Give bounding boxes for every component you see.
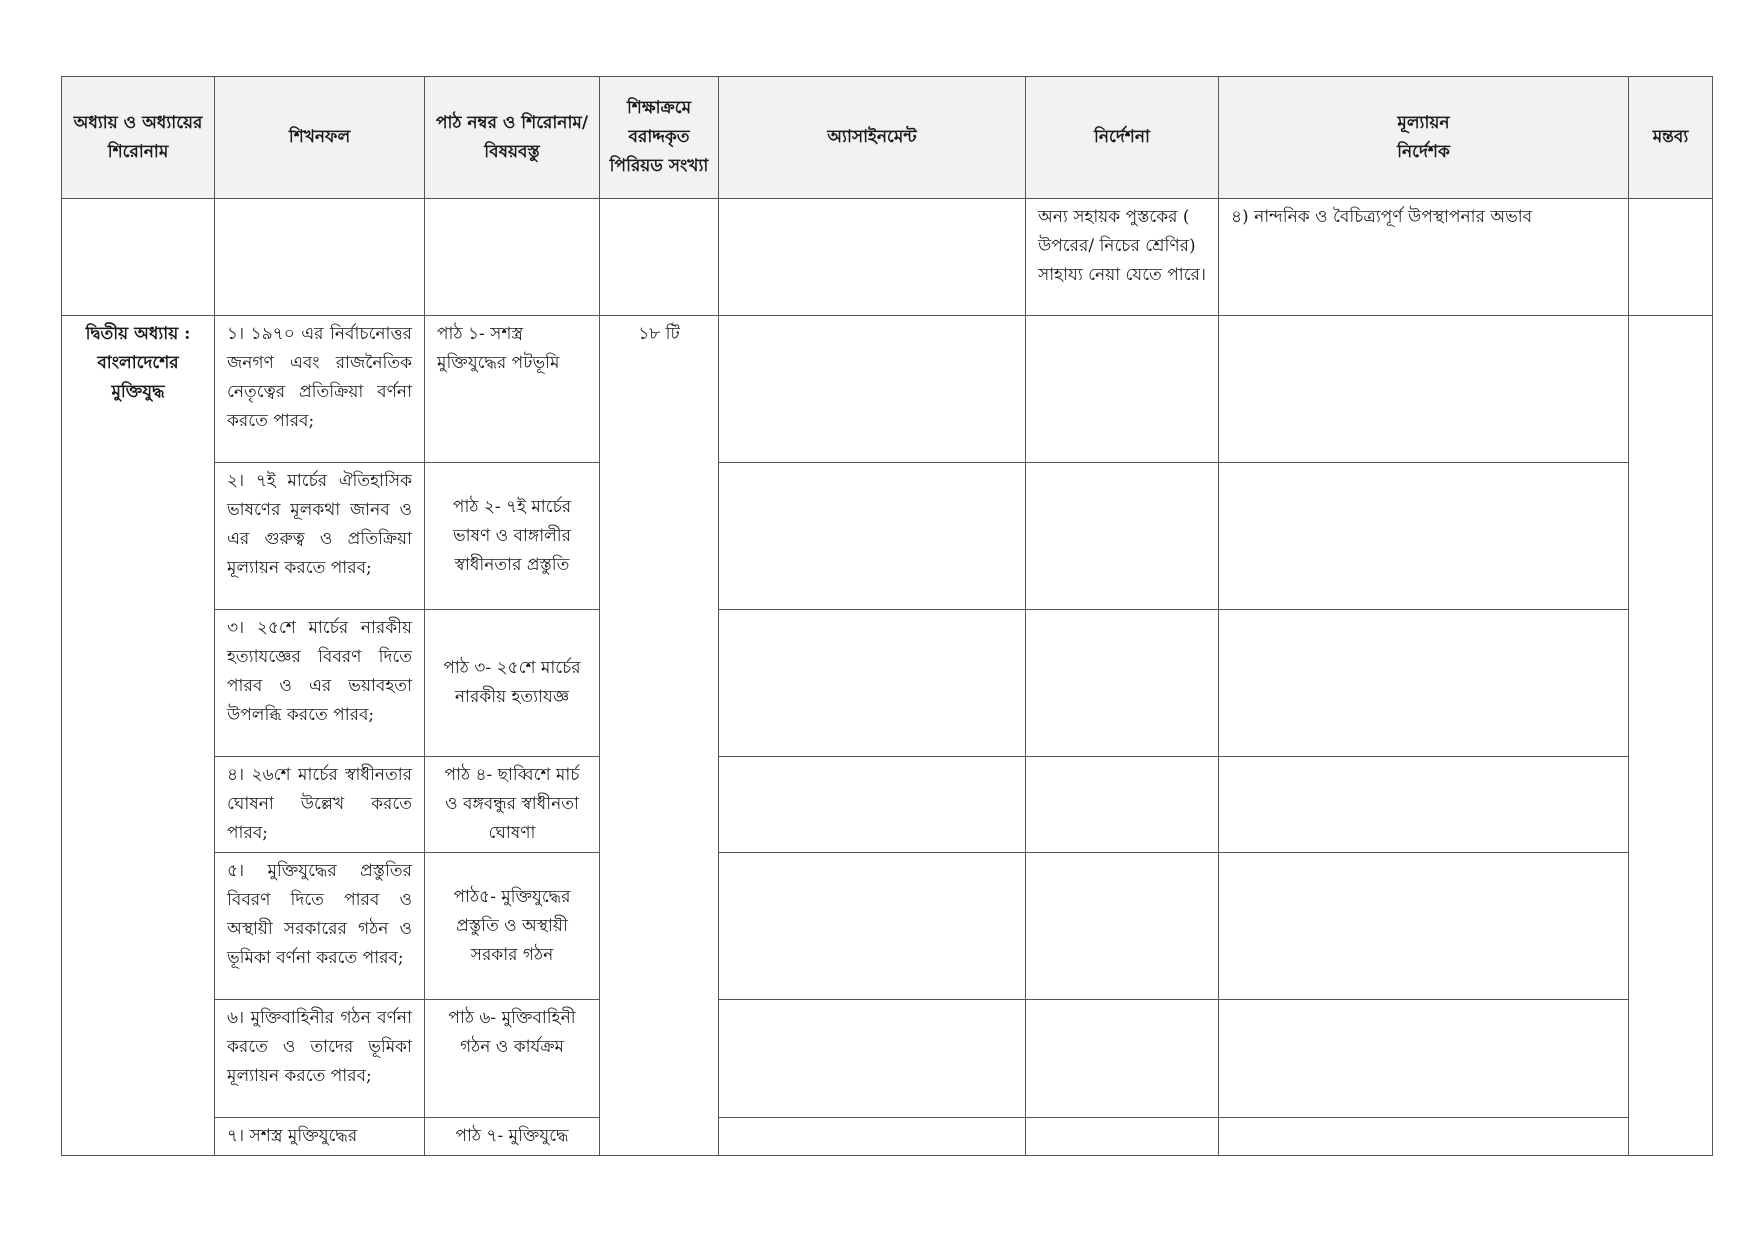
header-assessment	[1219, 77, 1629, 199]
header-assignment: অ্যাসাইনমেন্ট	[719, 77, 1026, 199]
continuation-row	[62, 199, 1713, 316]
table-row	[62, 757, 1713, 853]
outcome-cell: ১। ১৯৭০ এর নির্বাচনোত্তর জনগণ এবং রাজনৈতিক নেতৃত্বের প্রতিক্রিয়া বর্ণনা করতে পারব;	[215, 316, 425, 463]
header-row	[62, 77, 1713, 199]
assignment-cell	[719, 463, 1026, 610]
lesson-cell: পাঠ ৩- ২৫শে মার্চের নারকীয় হত্যাযজ্ঞ	[425, 610, 600, 757]
instruction-cell	[1026, 463, 1219, 610]
instruction-cell	[1026, 853, 1219, 1000]
continuation-assessment: ৪) নান্দনিক ও বৈচিত্র্যপূর্ণ উপস্থাপনার অভাব	[1219, 199, 1629, 316]
table-row	[62, 853, 1713, 1000]
assignment-cell	[719, 757, 1026, 853]
instruction-cell	[1026, 757, 1219, 853]
table-row	[62, 463, 1713, 610]
table-row	[62, 610, 1713, 757]
lesson-cell: পাঠ ৭- মুক্তিযুদ্ধে	[425, 1118, 600, 1156]
chapter-title: দ্বিতীয় অধ্যায় : বাংলাদেশের মুক্তিযুদ্ধ	[62, 316, 215, 1156]
outcome-cell: ৪। ২৬শে মার্চের স্বাধীনতার ঘোষনা উল্লেখ করতে পারব;	[215, 757, 425, 853]
assignment-cell	[719, 853, 1026, 1000]
assessment-cell	[1219, 316, 1629, 463]
lesson-cell: পাঠ ৬- মুক্তিবাহিনী গঠন ও কার্যক্রম	[425, 1000, 600, 1118]
outcome-cell: ৫। মুক্তিযুদ্ধের প্রস্তুতির বিবরণ দিতে পারব ও অস্থায়ী সরকারের গঠন ও ভূমিকা বর্ণনা করতে পারব;	[215, 853, 425, 1000]
lesson-cell: পাঠ৫- মুক্তিযুদ্ধের প্রস্তুতি ও অস্থায়ী সরকার গঠন	[425, 853, 600, 1000]
continuation-instruction: অন্য সহায়ক পুস্তকের ( উপরের/ নিচের শ্রেণির) সাহায্য নেয়া যেতে পারে।	[1026, 199, 1219, 316]
outcome-cell: ৩। ২৫শে মার্চের নারকীয় হত্যাযজ্ঞের বিবরণ দিতে পারব ও এর ভয়াবহতা উপলব্ধি করতে পারব;	[215, 610, 425, 757]
assignment-cell	[719, 1118, 1026, 1156]
remarks-cell	[1629, 316, 1713, 1156]
assignment-cell	[719, 1000, 1026, 1118]
outcome-cell: ২। ৭ই মার্চের ঐতিহাসিক ভাষণের মূলকথা জানব ও এর গুরুত্ব ও প্রতিক্রিয়া মূল্যায়ন করতে পারব;	[215, 463, 425, 610]
table-row	[62, 1000, 1713, 1118]
cell-remarks	[1629, 199, 1713, 316]
outcome-cell: ৭। সশস্ত্র মুক্তিযুদ্ধের	[215, 1118, 425, 1156]
instruction-cell	[1026, 1000, 1219, 1118]
instruction-cell	[1026, 1118, 1219, 1156]
cell-empty	[425, 199, 600, 316]
header-chapter: অধ্যায় ও অধ্যায়ের শিরোনাম	[62, 77, 215, 199]
instruction-cell	[1026, 610, 1219, 757]
lesson-plan-table	[61, 76, 1713, 1156]
cell-empty	[719, 199, 1026, 316]
period-count: ১৮ টি	[600, 316, 719, 1156]
header-instruction: নির্দেশনা	[1026, 77, 1219, 199]
table-row	[62, 1118, 1713, 1156]
assignment-cell	[719, 610, 1026, 757]
cell-empty	[215, 199, 425, 316]
instruction-cell	[1026, 316, 1219, 463]
assessment-cell	[1219, 1118, 1629, 1156]
assessment-cell	[1219, 1000, 1629, 1118]
header-remarks: মন্তব্য	[1629, 77, 1713, 199]
lesson-cell: পাঠ ২- ৭ই মার্চের ভাষণ ও বাঙ্গালীর স্বাধীনতার প্রস্তুতি	[425, 463, 600, 610]
cell-empty	[62, 199, 215, 316]
lesson-cell: পাঠ ৪- ছাব্বিশে মার্চ ও বঙ্গবন্ধুর স্বাধীনতা ঘোষণা	[425, 757, 600, 853]
assessment-cell	[1219, 853, 1629, 1000]
table-row	[62, 316, 1713, 463]
outcome-cell: ৬। মুক্তিবাহিনীর গঠন বর্ণনা করতে ও তাদের ভূমিকা মূল্যায়ন করতে পারব;	[215, 1000, 425, 1118]
lesson-cell: পাঠ ১- সশস্ত্র মুক্তিযুদ্ধের পটভূমি	[425, 316, 600, 463]
header-assessment-line2: নির্দেশক	[1397, 141, 1450, 162]
header-lesson: পাঠ নম্বর ও শিরোনাম/ বিষয়বস্তু	[425, 77, 600, 199]
assessment-cell	[1219, 610, 1629, 757]
cell-empty	[600, 199, 719, 316]
header-periods: শিক্ষাক্রমে বরাদ্দকৃত পিরিয়ড সংখ্যা	[600, 77, 719, 199]
header-assessment-line1: মূল্যায়ন	[1397, 112, 1450, 133]
assessment-cell	[1219, 463, 1629, 610]
header-outcome: শিখনফল	[215, 77, 425, 199]
assignment-cell	[719, 316, 1026, 463]
assessment-cell	[1219, 757, 1629, 853]
